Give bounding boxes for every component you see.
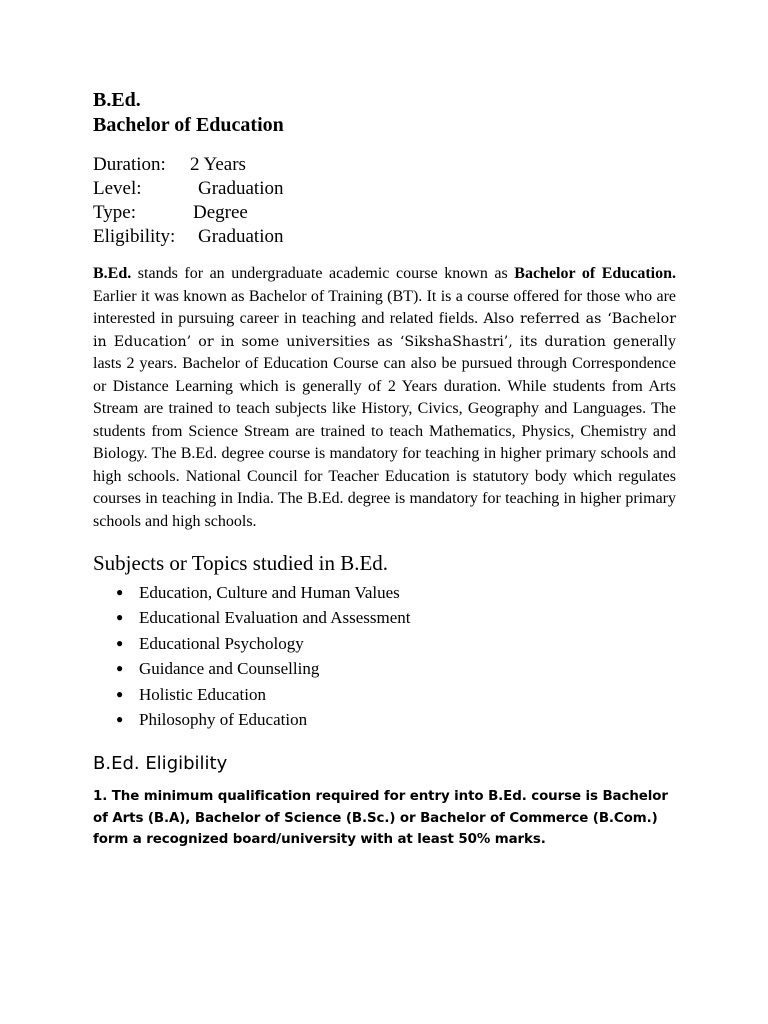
desc-text: erally lasts 2 years. Bachelor of Education Course can also be pursued through Correspondence or Distance Learning which is generally of 2 Years duration. While students from Arts Stream are trained to teach subjects like History, Civics, Geography and Languages. The students from Science Stream are trained to teach Mathematics, Physics, Chemistry and Biology. The B.Ed. degree course is mandatory for teaching in higher primary schools and high schools. National Council for Teacher Education is statutory body which regulates courses in teaching in India. The B.Ed. degree is mandatory for teaching in higher primary schools and high schools. xyxy=(93,332,676,530)
bullet-icon: ● xyxy=(116,610,124,625)
list-item: ● Philosophy of Education xyxy=(93,707,676,732)
desc-text: stands for an undergraduate academic course known as xyxy=(131,265,515,282)
fact-label: Eligibility: xyxy=(93,226,176,247)
fact-eligibility xyxy=(93,225,676,249)
course-facts xyxy=(93,153,676,249)
fact-type xyxy=(93,201,676,225)
list-item: ● Holistic Education xyxy=(93,682,676,707)
desc-highlight: Also referred as ‘Bachelor in Education’ or in some universities as ‘SikshaShastri’, its duration gen xyxy=(93,311,676,350)
subjects-heading: Subjects or Topics studied in B.Ed. xyxy=(93,551,389,575)
fact-value: Degree xyxy=(193,202,248,223)
bullet-icon: ● xyxy=(116,635,124,650)
desc-text: Earlier it was known as Bachelor of Training (BT). It is a course offered for those who are interested in pursuing career in teaching and related fields. xyxy=(93,287,676,327)
course-title: Bachelor of Education xyxy=(93,114,284,136)
course-abbreviation: B.Ed. xyxy=(93,89,141,111)
document-page xyxy=(93,88,676,851)
fact-value: Graduation xyxy=(198,226,284,247)
desc-abbr: B.Ed. xyxy=(93,265,132,282)
subjects-list xyxy=(93,580,676,732)
eligibility-point-1: 1. The minimum qualification required for entry into B.Ed. course is Bachelor of Arts (B.A), Bachelor of Science (B.Sc.) or Bachelor of Commerce (B.Com.) form a recognized board/university with at least 50% marks. xyxy=(93,789,668,848)
fact-level xyxy=(93,177,676,201)
bullet-icon: ● xyxy=(116,661,124,676)
desc-fullname: Bachelor of Education. xyxy=(514,265,676,282)
bullet-icon: ● xyxy=(116,585,124,599)
bullet-icon: ● xyxy=(116,712,124,727)
list-item: ● Educational Psychology xyxy=(93,631,676,656)
fact-label: Type: xyxy=(93,202,136,223)
list-item: ● Guidance and Counselling xyxy=(93,656,676,681)
fact-label: Level: xyxy=(93,178,142,199)
course-description xyxy=(93,263,676,533)
fact-value: Graduation xyxy=(198,178,284,199)
fact-label: Duration: xyxy=(93,154,166,175)
eligibility-heading: B.Ed. Eligibility xyxy=(93,753,228,775)
fact-value: 2 Years xyxy=(190,154,246,175)
fact-duration xyxy=(93,153,676,177)
list-item: ● Education, Culture and Human Values xyxy=(93,580,676,605)
list-item: ● Educational Evaluation and Assessment xyxy=(93,605,676,630)
bullet-icon: ● xyxy=(116,686,124,701)
